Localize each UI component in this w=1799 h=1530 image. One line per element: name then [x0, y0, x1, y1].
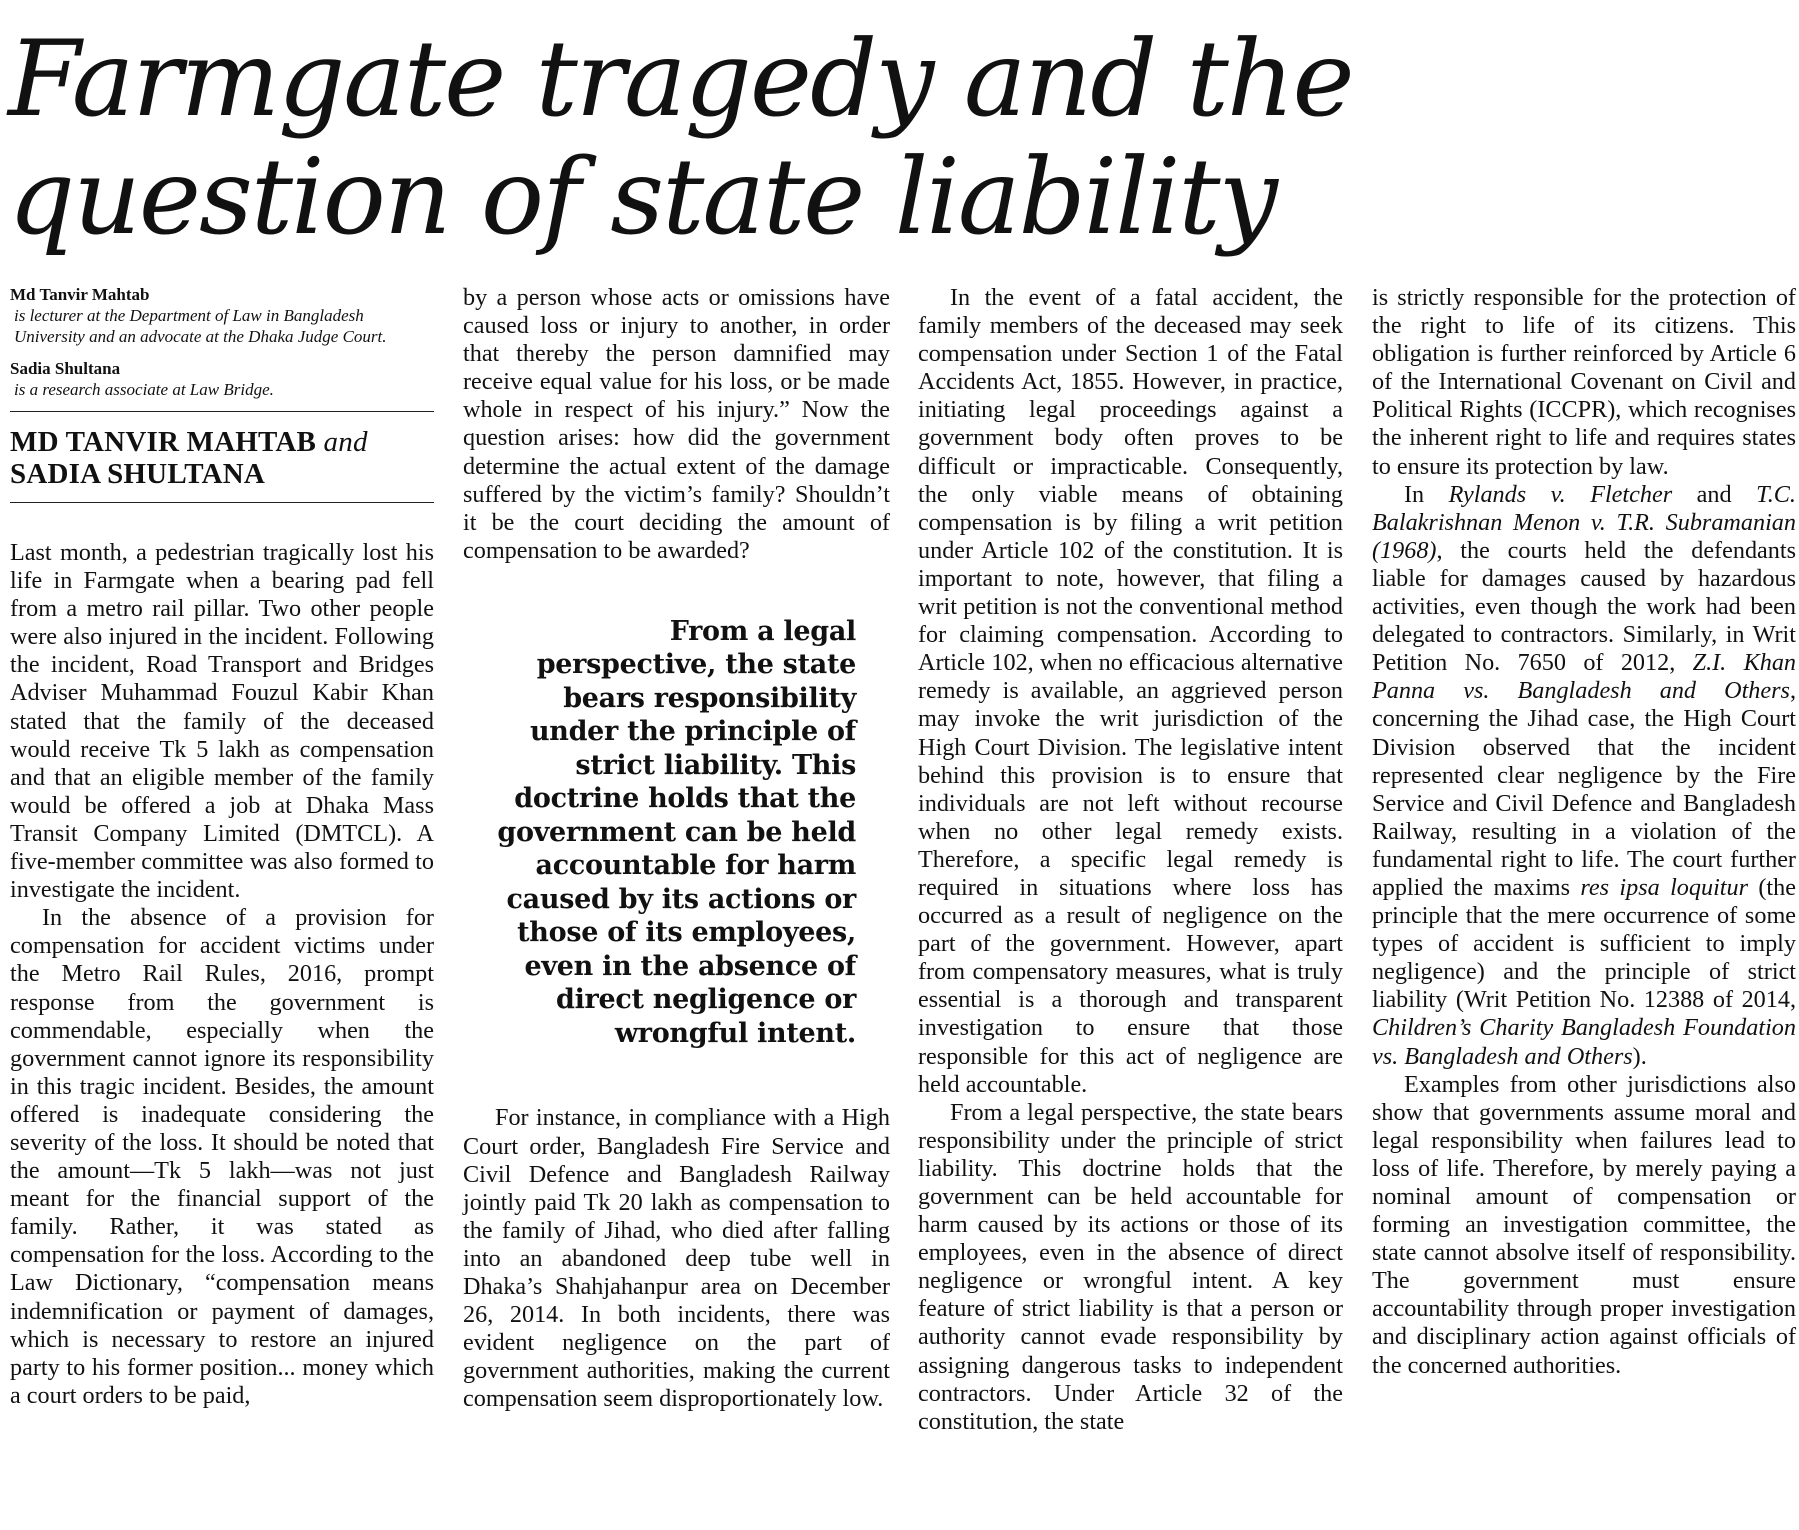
byline-author-2: SADIA SHULTANA	[10, 458, 266, 490]
case-name: T.C. Balakrishnan Menon v. T.R. Subramanian (1968)	[1372, 480, 1796, 564]
case-name: Rylands v. Fletcher	[1448, 480, 1673, 508]
author-bio-text: is lecturer at the Department of Law in Bangladesh University and an advocate at the Dhaka Judge Court.	[14, 306, 387, 346]
body-paragraph: Examples from other jurisdictions also show that governments assume moral and legal responsibility when failures lead to loss of life. Therefore, by merely paying a nominal amount of compensation or forming an investigation committee, the state cannot absolve itself of responsibility. The government must ensure accountability through proper investigation and disciplinary action against officials of the concerned authorities.	[1372, 1070, 1796, 1379]
author-bio-1	[10, 284, 434, 347]
text-run: , the courts held the defendants liable for damages caused by hazardous activities, even though the work had been delegated to contractors. Similarly, in Writ Petition No. 7650 of 2012,	[1372, 536, 1796, 677]
byline-conjunction: and	[323, 426, 368, 458]
body-paragraph	[1372, 481, 1796, 1071]
divider	[10, 502, 434, 503]
author-bios	[10, 284, 434, 400]
headline: Farmgate tragedy and the question of state liability	[8, 18, 1353, 258]
text-run: ).	[1632, 1042, 1647, 1070]
body-paragraph-continued: by a person whose acts or omissions have caused loss or injury to another, in order that thereby the person damnified may receive equal value for his loss, or be made whole in respect of his injury.” Now the question arises: how did the government determine the actual extent of the damage suffered by the victim’s family? Shouldn’t it be the court deciding the amount of compensation to be awarded?	[463, 284, 890, 564]
text-run: (the principle that the mere occurrence of some types of accident is sufficient to imply negligence) and the principle of strict liability (Writ Petition No. 12388 of 2014,	[1372, 873, 1796, 1014]
body-paragraph: In the event of a fatal accident, the family members of the deceased may seek compensation under Section 1 of the Fatal Accidents Act, 1855. However, in practice, initiating legal proceedings against a government body often proves to be difficult or impracticable. Consequently, the only viable means of obtaining compensation is by filing a writ petition under Article 102 of the constitution. It is important to note, however, that filing a writ petition is not the conventional method for claiming compensation. According to Article 102, when no efficacious alternative remedy is available, an aggrieved person may invoke the writ jurisdiction of the High Court Division. The legislative intent behind this provision is to ensure that individuals are not left without recourse when no other legal remedy exists. Therefore, a specific legal remedy is required in situations where loss has occurred as a result of negligence on the part of the government. However, apart from compensatory measures, what is truly essential is a thorough and transparent investigation to ensure that those responsible for this act of negligence are held accountable.	[918, 284, 1343, 1098]
author-bio-name: Sadia Shultana	[10, 359, 121, 378]
legal-maxim: res ipsa loquitur	[1580, 873, 1749, 901]
case-name: Children’s Charity Bangladesh Foundation vs. Bangladesh and Others	[1372, 1014, 1796, 1070]
body-paragraph: Last month, a pedestrian tragically lost his life in Farmgate when a bearing pad fell from a metro rail pillar. Two other people were also injured in the incident. Following the incident, Road Transport and Bridges Adviser Muhammad Fouzul Kabir Khan stated that the family of the deceased would receive Tk 5 lakh as compensation and that an eligible member of the family would be offered a job at Dhaka Mass Transit Company Limited (DMTCL). A five-member committee was also formed to investigate the incident.	[10, 539, 434, 904]
body-paragraph: From a legal perspective, the state bears responsibility under the principle of strict liability. This doctrine holds that the government can be held accountable for harm caused by its actions or those of its employees, even in the absence of direct negligence or wrongful intent. A key feature of strict liability is that a person or authority cannot evade responsibility by assigning dangerous tasks to independent contractors. Under Article 32 of the constitution, the state	[918, 1098, 1343, 1435]
case-name: Z.I. Khan Panna vs. Bangladesh and Others	[1372, 649, 1797, 705]
column-1	[10, 284, 434, 1410]
pull-quote: From a legal perspective, the state bears responsibility under the principle of strict liability. This doctrine holds that the government can be held accountable for harm caused by its actions or those of its employees, even in the absence of direct negligence or wrongful intent.	[497, 615, 856, 1049]
byline	[10, 412, 434, 502]
body-paragraph: For instance, in compliance with a High Court order, Bangladesh Fire Service and Civil Defence and Bangladesh Railway jointly paid Tk 20 lakh as compensation to the family of Jihad, who died after falling into an abandoned deep tube well in Dhaka’s Shahjahanpur area on December 26, 2014. In both incidents, there was evident negligence on the part of government authorities, making the current compensation seem disproportionately low.	[463, 1104, 890, 1413]
body-paragraph-continued: is strictly responsible for the protection of the right to life of its citizens. This obligation is further reinforced by Article 6 of the International Covenant on Civil and Political Rights (ICCPR), which recognises the inherent right to life and requires states to ensure its protection by law.	[1372, 284, 1796, 480]
author-bio-name: Md Tanvir Mahtab	[10, 285, 150, 304]
body-paragraph: In the absence of a provision for compensation for accident victims under the Metro Rail Rules, 2016, prompt response from the government is commendable, especially when the government cannot ignore its responsibility in this tragic incident. Besides, the amount offered is inadequate considering the severity of the loss. It should be noted that the amount—Tk 5 lakh—was not just meant for the financial support of the family. Rather, it was stated as compensation for the loss. According to the Law Dictionary, “compensation means indemnification or payment of damages, which is necessary to restore an injured party to his former position... money which a court orders to be paid,	[10, 904, 434, 1409]
author-bio-text: is a research associate at Law Bridge.	[14, 380, 274, 399]
text-run: and	[1672, 480, 1757, 508]
column-2	[463, 284, 890, 1413]
author-bio-2	[10, 358, 434, 400]
text-run: , concerning the Jihad case, the High Court Division observed that the incident represented clear negligence by the Fire Service and Civil Defence and Bangladesh Railway, resulting in a violation of the fundamental right to life. The court further applied the maxims	[1372, 677, 1796, 901]
text-run: In	[1404, 480, 1449, 508]
column-3	[918, 284, 1343, 1436]
byline-author-1: MD TANVIR MAHTAB	[10, 426, 317, 458]
column-4	[1372, 284, 1796, 1380]
